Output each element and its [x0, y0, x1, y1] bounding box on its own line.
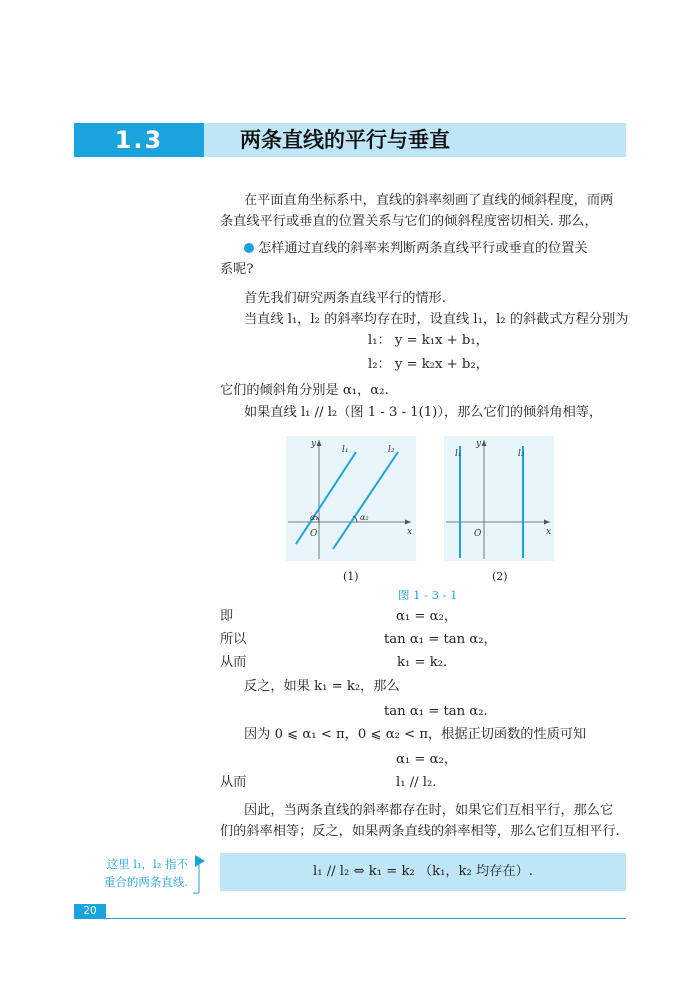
row-expr-ji: α₁ = α₂，: [396, 609, 458, 624]
section-title: 两条直线的平行与垂直: [240, 127, 450, 152]
equation-l2: l₂： y = k₂x + b₂，: [368, 357, 489, 372]
section-title-band: [204, 123, 626, 157]
converse-line: 反之，如果 k₁ = k₂，那么: [244, 679, 400, 694]
figure-2-l2-label: l₂: [518, 449, 525, 459]
figure-title: 图 1 - 3 - 1: [398, 588, 458, 602]
figure-1-l2-label: l₂: [388, 445, 395, 455]
figure-2-y-label: y: [476, 439, 482, 449]
paragraph-3: 它们的倾斜角分别是 α₁，α₂.: [220, 383, 389, 398]
equation-l1: l₁： y = k₁x + b₁，: [368, 333, 489, 348]
page-number-badge: [74, 904, 106, 919]
paragraph-1: 首先我们研究两条直线平行的情形.: [244, 291, 447, 306]
equation-alpha: α₁ = α₂，: [396, 752, 458, 767]
margin-note-line-2: 重合的两条直线.: [103, 875, 188, 889]
margin-note-line-1: 这里 l₁，l₂ 指不: [106, 857, 188, 871]
paragraph-4: 如果直线 l₁ // l₂（图 1 - 3 - 1(1)），那么它们的倾斜角相等，: [244, 405, 603, 420]
figure-1-plot: [286, 436, 416, 561]
section-number: 1.3: [114, 126, 164, 154]
figure-2-origin-label: O: [474, 529, 482, 539]
row-label-ji: 即: [220, 609, 234, 624]
conclusion-line-2: 们的斜率相等；反之，如果两条直线的斜率相等，那么它们互相平行.: [220, 824, 620, 839]
page-number: 20: [83, 905, 97, 917]
figure-1-alpha1-label: α₁: [310, 513, 319, 522]
row-label-suoyi: 所以: [220, 632, 247, 647]
figure-1-y-label: y: [311, 439, 317, 449]
key-result-text: l₁ // l₂ ⇔ k₁ = k₂ （k₁，k₂ 均存在）.: [313, 864, 533, 879]
intro-line-1: 在平面直角坐标系中，直线的斜率刻画了直线的倾斜程度，而两: [244, 193, 614, 208]
figure-2-l1-label: l₁: [455, 449, 462, 459]
equation-tan: tan α₁ = tan α₂.: [384, 704, 488, 719]
paragraph-2: 当直线 l₁，l₂ 的斜率均存在时，设直线 l₁，l₂ 的斜截式方程分别为: [244, 312, 629, 327]
section-number-band: [74, 123, 204, 157]
margin-pointer-icon: [193, 853, 207, 895]
final-label: 从而: [220, 775, 247, 790]
figure-1-l1-label: l₁: [342, 445, 349, 455]
figure-1-caption: (1): [343, 570, 359, 583]
question-text: 怎样通过直线的斜率来判断两条直线平行或垂直的位置关: [258, 241, 588, 256]
margin-note: [58, 855, 188, 891]
figure-1-x-label: x: [407, 527, 413, 537]
question-line-2: 系呢?: [220, 262, 254, 277]
since-line: 因为 0 ⩽ α₁ < π，0 ⩽ α₂ < π，根据正切函数的性质可知: [244, 727, 587, 742]
key-result-box: [220, 853, 626, 891]
figure-2-caption: (2): [492, 570, 508, 583]
row-expr-conger: k₁ = k₂.: [397, 655, 448, 670]
footer-rule: [74, 918, 626, 919]
final-expr: l₁ // l₂.: [396, 775, 437, 790]
bullet-icon: [244, 243, 254, 253]
figure-1-origin-label: O: [310, 529, 318, 539]
row-label-conger: 从而: [220, 655, 247, 670]
question-line-1: [244, 239, 588, 259]
figure-1-alpha2-label: α₂: [360, 513, 369, 522]
figure-2-plot: [444, 436, 554, 561]
conclusion-line-1: 因此，当两条直线的斜率都存在时，如果它们互相平行，那么它: [244, 803, 614, 818]
intro-line-2: 条直线平行或垂直的位置关系与它们的倾斜程度密切相关. 那么，: [220, 214, 598, 229]
row-expr-suoyi: tan α₁ = tan α₂，: [384, 632, 497, 647]
figure-2-x-label: x: [546, 527, 552, 537]
